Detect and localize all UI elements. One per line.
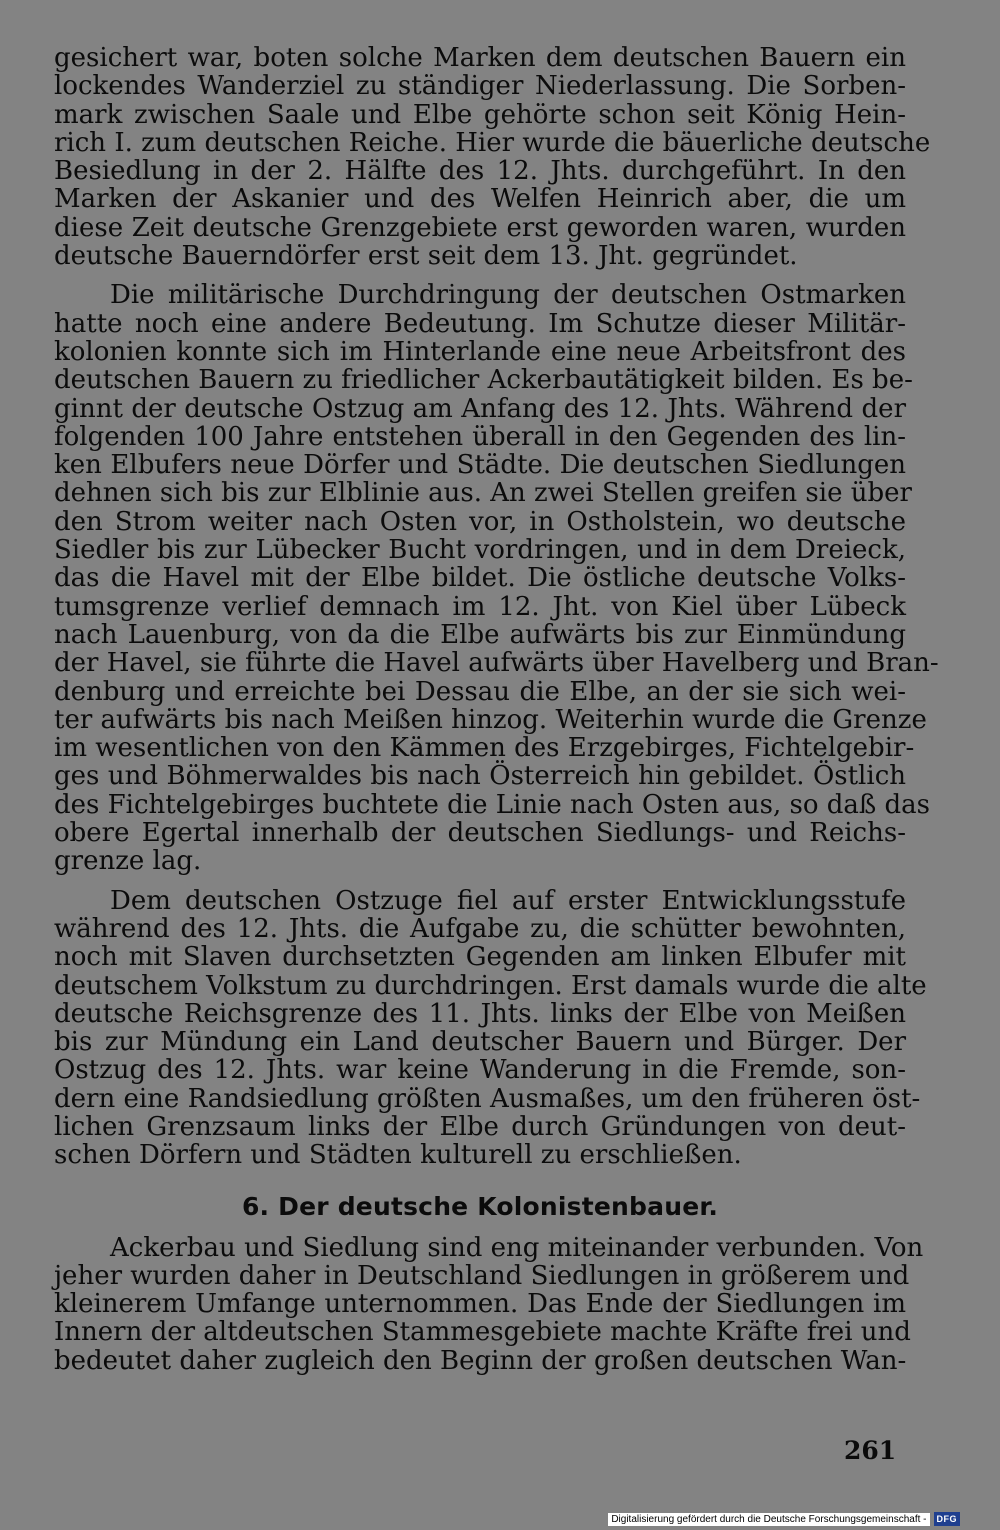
text-line: Ackerbau und Siedlung sind eng miteinander verbunden. Von — [110, 1232, 924, 1263]
text-line: deutsche Reichsgrenze des 11. Jhts. links der Elbe von Meißen — [54, 998, 906, 1029]
paragraph-3 — [54, 885, 927, 1171]
text-line: dern eine Randsiedlung größten Ausmaßes, um den früheren öst- — [54, 1083, 921, 1114]
text-line: schen Dörfern und Städten kulturell zu erschließen. — [54, 1140, 742, 1171]
text-line: denburg und erreichte bei Dessau die Elbe, an der sie sich wei- — [54, 676, 906, 707]
paragraph-4 — [54, 1232, 924, 1376]
text-line: ken Elbufers neue Dörfer und Städte. Die deutschen Siedlungen — [54, 450, 906, 481]
text-line: grenze lag. — [54, 846, 202, 877]
text-line: der Havel, sie führte die Havel aufwärts über Havelberg und Bran- — [54, 648, 939, 679]
text-line: deutschem Volkstum zu durchdringen. Erst damals wurde die alte — [54, 970, 927, 1001]
text-line: mark zwischen Saale und Elbe gehörte schon seit König Hein- — [54, 99, 906, 130]
text-line: dehnen sich bis zur Elblinie aus. An zwei Stellen greifen sie über — [54, 478, 912, 509]
section-heading: 6. Der deutsche Kolonistenbauer. — [241, 1191, 719, 1221]
text-line: tumsgrenze verlief demnach im 12. Jht. von Kiel über Lübeck — [54, 591, 906, 622]
text-line: Besiedlung in der 2. Hälfte des 12. Jhts. durchgeführt. In den — [54, 156, 906, 187]
text-line: ges und Böhmerwaldes bis nach Österreich hin gebildet. Östlich — [54, 761, 906, 792]
paragraph-2 — [54, 280, 939, 877]
text-line: des Fichtelgebirges buchtete die Linie nach Osten aus, so daß das — [54, 789, 931, 820]
text-line: hatte noch eine andere Bedeutung. Im Schutze dieser Militär- — [54, 308, 906, 339]
text-line: rich I. zum deutschen Reiche. Hier wurde die bäuerliche deutsche — [54, 127, 931, 158]
dfg-logo-icon: DFG — [934, 1512, 961, 1526]
text-line: bedeutet daher zugleich den Beginn der großen deutschen Wan- — [54, 1345, 907, 1376]
text-line: gesichert war, boten solche Marken dem deutschen Bauern ein — [54, 43, 906, 73]
page-number: 261 — [844, 1436, 897, 1465]
text-line: bis zur Mündung ein Land deutscher Bauern und Bürger. Der — [54, 1027, 906, 1058]
text-line: Ostzug des 12. Jhts. war keine Wanderung in die Fremde, son- — [54, 1055, 906, 1086]
text-line: diese Zeit deutsche Grenzgebiete erst geworden waren, wurden — [54, 212, 906, 243]
text-line: kolonien konnte sich im Hinterlande eine neue Arbeitsfront des — [54, 336, 906, 367]
text-line: Marken der Askanier und des Welfen Heinrich aber, die um — [54, 184, 906, 215]
text-line: folgenden 100 Jahre entstehen überall in den Gegenden des lin- — [54, 421, 906, 452]
text-line: lockendes Wanderziel zu ständiger Niederlassung. Die Sorben- — [54, 71, 906, 102]
paragraph-1 — [54, 43, 931, 272]
credit-text: Digitalisierung gefördert durch die Deutsche Forschungsgemeinschaft - — [608, 1513, 929, 1526]
text-line: kleinerem Umfange unternommen. Das Ende der Siedlungen im — [54, 1289, 906, 1320]
text-line: deutschen Bauern zu friedlicher Ackerbautätigkeit bilden. Es be- — [54, 365, 913, 396]
text-line: ginnt der deutsche Ostzug am Anfang des 12. Jhts. Während der — [54, 393, 906, 424]
text-line: noch mit Slaven durchsetzten Gegenden am linken Elbufer mit — [54, 942, 906, 973]
text-line: Dem deutschen Ostzuge fiel auf erster Entwicklungsstufe — [110, 885, 906, 916]
text-line: während des 12. Jhts. die Aufgabe zu, die schütter bewohnten, — [54, 913, 906, 944]
text-line: das die Havel mit der Elbe bildet. Die östliche deutsche Volks- — [54, 563, 906, 594]
text-line: Siedler bis zur Lübecker Bucht vordringen, und in dem Dreieck, — [54, 535, 906, 566]
text-line: im wesentlichen von den Kämmen des Erzgebirges, Fichtelgebir- — [54, 733, 915, 764]
text-line: lichen Grenzsaum links der Elbe durch Gründungen von deut- — [54, 1111, 906, 1142]
text-line: obere Egertal innerhalb der deutschen Siedlungs- und Reichs- — [54, 818, 906, 849]
text-line: nach Lauenburg, von da die Elbe aufwärts bis zur Einmündung — [54, 619, 906, 650]
text-line: Innern der altdeutschen Stammesgebiete machte Kräfte frei und — [54, 1317, 911, 1348]
text-line: jeher wurden daher in Deutschland Siedlungen in größerem und — [54, 1260, 910, 1291]
text-line: den Strom weiter nach Osten vor, in Ostholstein, wo deutsche — [54, 506, 906, 537]
digitization-credit — [608, 1512, 960, 1526]
text-line: Die militärische Durchdringung der deutschen Ostmarken — [110, 280, 906, 311]
text-line: deutsche Bauerndörfer erst seit dem 13. Jht. gegründet. — [54, 241, 798, 272]
text-line: ter aufwärts bis nach Meißen hinzog. Weiterhin wurde die Grenze — [54, 704, 927, 735]
page-text — [54, 43, 939, 1376]
